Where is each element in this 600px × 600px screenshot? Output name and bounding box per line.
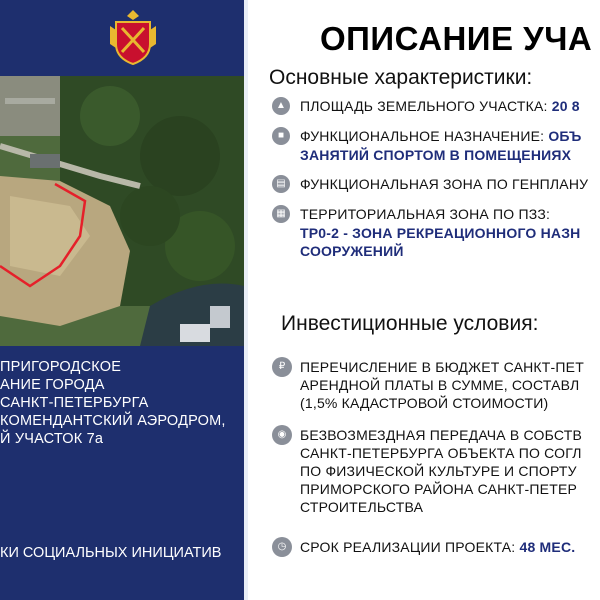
- deadline-value: 48 МЕС.: [519, 539, 576, 555]
- zone-icon: ▤: [272, 175, 290, 193]
- aerial-map: [0, 76, 244, 346]
- purpose-label: ФУНКЦИОНАЛЬНОЕ НАЗНАЧЕНИЕ:: [300, 128, 549, 144]
- area-label: ПЛОЩАДЬ ЗЕМЕЛЬНОГО УЧАСТКА:: [300, 98, 552, 114]
- transfer-icon: ◉: [272, 425, 292, 445]
- deadline-label: СРОК РЕАЛИЗАЦИИ ПРОЕКТА:: [300, 539, 520, 555]
- zone-label: ФУНКЦИОНАЛЬНАЯ ЗОНА ПО ГЕНПЛАНУ: [300, 176, 589, 192]
- location-description: ПРИГОРОДСКОЕ АНИЕ ГОРОДА САНКТ-ПЕТЕРБУРГА КОМЕНДАНТСКИЙ АЭРОДРОМ, Й УЧАСТОК 7а: [0, 359, 226, 447]
- section-heading-investment: Инвестиционные условия:: [281, 312, 539, 335]
- page-title: ОПИСАНИЕ УЧА: [320, 20, 593, 57]
- deadline-icon: ◷: [272, 537, 292, 557]
- transfer-text: БЕЗВОЗМЕЗДНАЯ ПЕРЕДАЧА В СОБСТВ САНКТ-ПЕТЕРБУРГА ОБЪЕКТА ПО СОГЛ ПО ФИЗИЧЕСКОЙ КУЛЬТУРЕ И СПОРТУ ПРИМОРСКОГО РАЙОНА САНКТ-ПЕТЕР СТРОИТЕЛЬСТВА: [300, 427, 583, 515]
- panel-divider: [244, 0, 248, 600]
- territory-value-line2: СООРУЖЕНИЙ: [300, 243, 404, 259]
- purpose-value-line2: ЗАНЯТИЙ СПОРТОМ В ПОМЕЩЕНИЯХ: [300, 147, 572, 163]
- area-value: 20 8: [551, 98, 580, 114]
- purpose-value: ОБЪ: [548, 128, 582, 144]
- ruble-icon: ₽: [272, 357, 292, 377]
- section-heading-characteristics: Основные характеристики:: [269, 66, 533, 89]
- purpose-icon: ■: [272, 127, 290, 145]
- left-panel: [0, 0, 244, 600]
- territory-value-line1: ТР0-2 - ЗОНА РЕКРЕАЦИОННОГО НАЗН: [300, 225, 581, 241]
- territory-icon: ▦: [272, 205, 290, 223]
- area-icon: ▲: [272, 97, 290, 115]
- budget-payment-text: ПЕРЕЧИСЛЕНИЕ В БЮДЖЕТ САНКТ-ПЕТ АРЕНДНОЙ ПЛАТЫ В СУММЕ, СОСТАВЛ (1,5% КАДАСТРОВОЙ СТОИМОСТИ): [300, 359, 584, 411]
- territory-label: ТЕРРИТОРИАЛЬНАЯ ЗОНА ПО ПЗЗ:: [300, 206, 551, 222]
- left-footer-label: КИ СОЦИАЛЬНЫХ ИНИЦИАТИВ: [0, 545, 222, 561]
- coat-of-arms-icon: [108, 8, 158, 66]
